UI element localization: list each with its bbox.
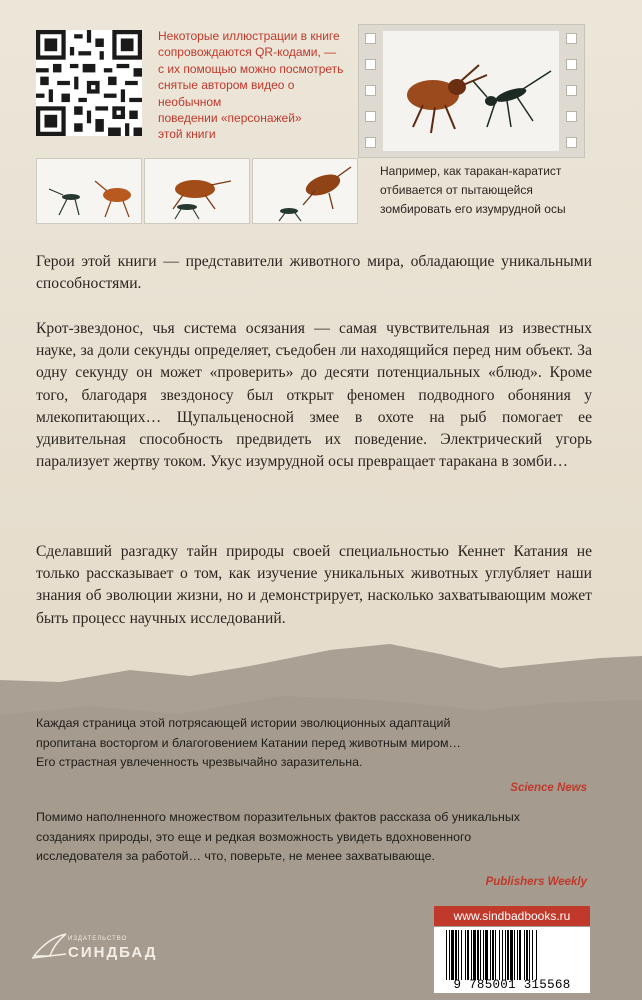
isbn-barcode (434, 927, 590, 993)
quote-line: Его страстная увлеченность чрезвычайно заразительна. (36, 755, 363, 770)
qr-note-line: этой книги (158, 127, 216, 142)
barcode-bar (490, 930, 491, 980)
qr-note-line: сопровождаются QR-кодами, — (158, 45, 337, 60)
barcode-bar (499, 930, 500, 980)
film-strip-photo (358, 24, 585, 158)
barcode-bar (451, 930, 454, 980)
quote-line: пропитана восторгом и благоговением Катании перед животным миром… (36, 735, 461, 750)
publisher-label: ИЗДАТЕЛЬСТВО (68, 936, 128, 942)
qr-note-line: поведении «персонажей» (158, 111, 302, 126)
qr-note-line: снятые автором видео о необычном (158, 78, 295, 109)
barcode-bar (517, 930, 518, 980)
review-source: Science News (510, 782, 587, 794)
quote-line: исследователя за работой… что, поверьте, не менее захватывающе. (36, 849, 435, 864)
review-quote (36, 714, 596, 773)
barcode-bar (449, 930, 450, 980)
barcode-bar (461, 930, 462, 980)
barcode-bar (473, 930, 476, 980)
barcode-bar (467, 930, 469, 980)
isbn-number: 9 785001 315568 (453, 978, 571, 992)
barcode-bar (507, 930, 509, 980)
author-paragraph: Сделавший разгадку тайн природы своей специальностью Кеннет Катания не только рассказывает о том, как изучение уникальных животных углубляет наши знания об эволюции жизни, но и демонстрирует, насколько захватывающим может быть процесс научных исследований. (36, 543, 592, 627)
barcode-bar (477, 930, 479, 980)
ship-icon (30, 930, 70, 970)
barcode-bar (519, 930, 521, 980)
barcode-bar (458, 930, 459, 980)
intro-paragraph: Герои этой книги — представители животного мира, обладающие уникальными способностями. (36, 253, 592, 293)
barcode-bar (485, 930, 488, 980)
thumbnail-photo (144, 158, 250, 224)
description-paragraph: Крот-звездонос, чья система осязания — самая чувствительная из известных науке, за доли секунды определяет, съедобен ли находящийся перед ним объект. За одну секунду он может «проверить» до десяти потенциальных «блюд». Кроме того, благодаря звездоносу был открыт феномен подводного обоняния у млекопитающих… Щупальценосной змее в охоте на рыб помогает ее удивительная способность предвидеть их поведение. Электрический угорь парализует жертву током. Укус изумрудной осы превращает таракана в зомби… (36, 320, 592, 471)
website-link[interactable]: www.sindbadbooks.ru (434, 906, 590, 926)
publisher-name: СИНДБАД (68, 944, 158, 961)
barcode-bar (455, 930, 457, 980)
film-caption-line: зомбировать его изумрудной осы (380, 202, 566, 216)
barcode-bar (532, 930, 533, 980)
qr-code[interactable] (36, 30, 142, 136)
barcode-bar (510, 930, 513, 980)
barcode-bar (505, 930, 506, 980)
film-caption-line: Например, как таракан-каратист (380, 164, 562, 178)
barcode-bar (471, 930, 472, 980)
barcode-bar (465, 930, 466, 980)
barcode-bar (514, 930, 515, 980)
barcode-bar (446, 930, 447, 980)
barcode-bar (502, 930, 503, 980)
quote-line: Каждая страница этой потрясающей истории эволюционных адаптаций (36, 716, 451, 730)
cockroach-wasp-photo (383, 31, 559, 151)
qr-note (158, 28, 358, 143)
barcode-bar (526, 930, 528, 980)
film-caption (380, 162, 600, 219)
barcode-bar (495, 930, 496, 980)
review-source: Publishers Weekly (485, 876, 587, 888)
publisher-logo (28, 920, 178, 980)
review-quote (36, 808, 596, 867)
barcode-bar (524, 930, 525, 980)
barcode-bar (480, 930, 481, 980)
barcode-bar (492, 930, 494, 980)
quote-line: созданиях природы, это еще и редкая возможность увидеть вдохновенного (36, 829, 472, 844)
quote-line: Помимо наполненного множеством поразительных фактов рассказа об уникальных (36, 810, 520, 824)
qr-note-line: с их помощью можно посмотреть (158, 61, 344, 76)
film-caption-line: отбивается от пытающейся (380, 183, 533, 197)
barcode-bar (529, 930, 530, 980)
qr-note-line: Некоторые иллюстрации в книге (158, 29, 340, 43)
barcode-bar (483, 930, 484, 980)
barcode-bar (536, 930, 537, 980)
thumbnail-photo (36, 158, 142, 224)
thumbnail-photo (252, 158, 358, 224)
